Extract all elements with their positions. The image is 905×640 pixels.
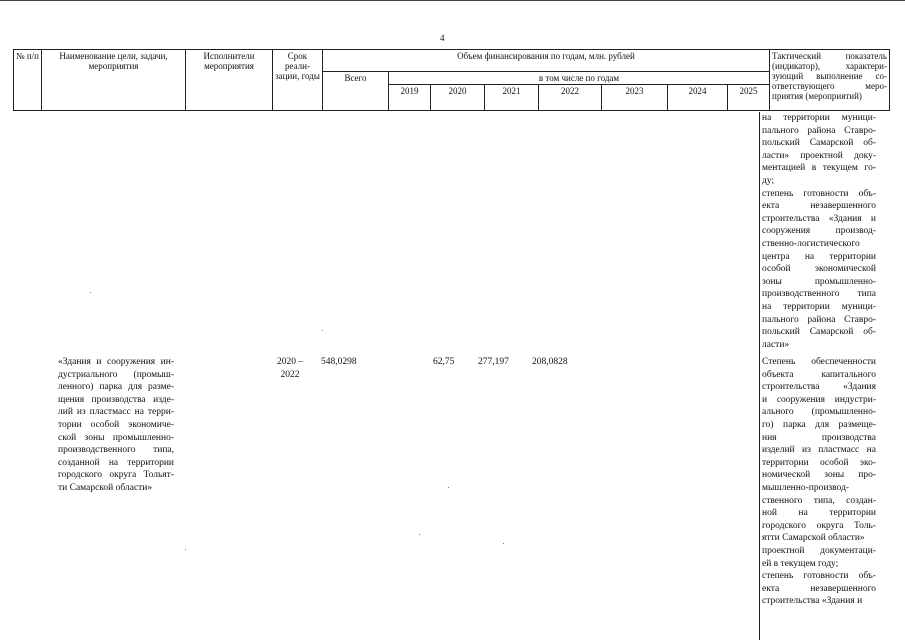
text-line: созданной на территории bbox=[58, 457, 174, 468]
text-line: ласти» проектной доку- bbox=[762, 150, 876, 161]
text-line: сооружения производ- bbox=[762, 226, 876, 237]
continued-indicator-text bbox=[762, 112, 876, 351]
header-num: № п/п bbox=[14, 50, 42, 111]
scan-edge bbox=[0, 0, 905, 1]
text-line: ленного) парка для разме- bbox=[58, 382, 174, 393]
header-executors: Исполнители мероприятия bbox=[186, 50, 273, 111]
text-line: на территории муници- bbox=[762, 113, 876, 123]
header-total: Всего bbox=[323, 72, 389, 111]
text-line: ласти» bbox=[762, 339, 790, 350]
text-line: территории особой эко- bbox=[762, 457, 876, 468]
text-line: номической зоны про- bbox=[762, 470, 876, 481]
header-name: Наименование цели, задачи, мероприятия bbox=[42, 50, 186, 111]
text-line: городского округа Тольят- bbox=[58, 470, 174, 481]
text-line: мышленно-производ- bbox=[762, 482, 850, 493]
text-line: польский Самарской об- bbox=[762, 138, 876, 149]
row-indicator-text bbox=[762, 356, 876, 608]
text-line: ей в текущем году; bbox=[762, 558, 839, 569]
text-line: ментацией в текущем го- bbox=[762, 163, 876, 174]
text-line: ной на территории bbox=[762, 508, 876, 519]
text-line: строительства «Здания и bbox=[762, 213, 876, 224]
text-line: производственного типа, bbox=[58, 445, 174, 456]
text-line: производственного типа bbox=[762, 289, 876, 300]
text-line: особой экономической bbox=[762, 264, 876, 275]
text-line: ственного типа, создан- bbox=[762, 495, 876, 506]
text-line: польский Самарской об- bbox=[762, 327, 876, 338]
text-line: дустриального (промыш- bbox=[58, 369, 174, 380]
text-line: и сооружения индустри- bbox=[762, 394, 876, 405]
text-line: строительства «Здания bbox=[762, 382, 876, 393]
text-line: тории особой экономиче- bbox=[58, 419, 174, 430]
indicator-column-border bbox=[759, 112, 760, 640]
page-number: 4 bbox=[440, 33, 445, 43]
header-year-2022: 2022 bbox=[539, 85, 602, 111]
text-line: проектной документаци- bbox=[762, 545, 876, 556]
text-line: зоны промышленно- bbox=[762, 276, 876, 287]
text-line: изделий из пластмасс на bbox=[762, 445, 876, 456]
scan-speck bbox=[419, 534, 420, 535]
text-line: пального района Ставро- bbox=[762, 314, 876, 325]
text-line: «Здания и сооружения ин- bbox=[58, 357, 174, 367]
row-total: 548,0298 bbox=[321, 357, 357, 367]
text-line: степень готовности объ- bbox=[762, 188, 876, 199]
scan-speck bbox=[448, 487, 449, 488]
text-line: ду; bbox=[762, 175, 775, 186]
text-line: строительства «Здания и bbox=[762, 596, 863, 607]
text-line: ятти Самарской области» bbox=[762, 533, 865, 544]
text-line: щения производства изде- bbox=[58, 394, 174, 405]
text-line: го) парка для размеще- bbox=[762, 419, 876, 430]
scan-speck bbox=[503, 543, 504, 544]
text-line: екта незавершенного bbox=[762, 201, 876, 212]
text-line: ской зоны промышленно- bbox=[58, 432, 174, 443]
header-year-2024: 2024 bbox=[668, 85, 728, 111]
scan-speck bbox=[185, 549, 186, 550]
table-header bbox=[13, 49, 890, 111]
text-line: лий из пластмасс на терри- bbox=[58, 407, 174, 418]
text-line: центра на территории bbox=[762, 251, 876, 262]
row-2022: 208,0828 bbox=[532, 357, 568, 367]
text-line: ти Самарской области» bbox=[58, 482, 153, 493]
row-term: 2020 – 2022 bbox=[276, 357, 304, 380]
header-funding-title: Объем финансирования по годам, млн. рублей bbox=[323, 50, 770, 72]
text-line: екта незавершенного bbox=[762, 583, 876, 594]
row-2021: 277,197 bbox=[478, 357, 509, 367]
table-body bbox=[0, 112, 905, 640]
header-year-2021: 2021 bbox=[485, 85, 539, 111]
row-name-text bbox=[58, 356, 174, 495]
header-indicator: Тактический показатель (индикатор), характери-зующий выполнение со-ответствующего меро-приятия (мероприятий) bbox=[770, 50, 890, 111]
text-line: пального района Ставро- bbox=[762, 125, 876, 136]
text-line: объекта капитального bbox=[762, 369, 876, 380]
header-incl-years: в том числе по годам bbox=[389, 72, 770, 85]
text-line: ственно-логистического bbox=[762, 238, 860, 249]
text-line: степень готовности объ- bbox=[762, 571, 876, 582]
row-2020: 62,75 bbox=[433, 357, 455, 367]
scan-speck bbox=[322, 330, 323, 331]
scan-speck bbox=[90, 292, 91, 293]
text-line: ального (промышленно- bbox=[762, 407, 876, 418]
text-line: ния производства bbox=[762, 432, 876, 443]
text-line: Степень обеспеченности bbox=[762, 357, 876, 367]
header-term: Срок реали-зации, годы bbox=[273, 50, 323, 111]
header-year-2023: 2023 bbox=[602, 85, 668, 111]
text-line: на территории муници- bbox=[762, 301, 876, 312]
header-year-2020: 2020 bbox=[431, 85, 485, 111]
header-year-2025: 2025 bbox=[728, 85, 770, 111]
header-year-2019: 2019 bbox=[389, 85, 431, 111]
text-line: городского округа Толь- bbox=[762, 520, 876, 531]
